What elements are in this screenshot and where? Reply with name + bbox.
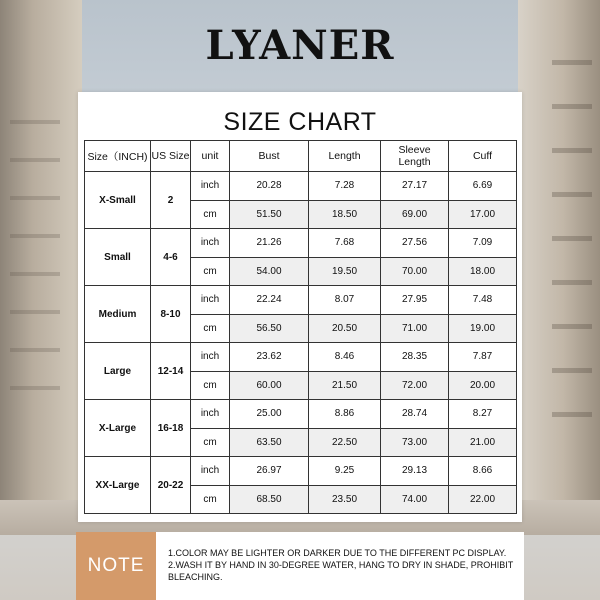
us-size: 16-18 [151,400,191,457]
bust-value: 51.50 [230,200,309,229]
bust-value: 68.50 [230,485,309,514]
bust-value: 20.28 [230,172,309,201]
unit-cell: cm [191,200,230,229]
unit-cell: inch [191,457,230,486]
note-label: NOTE [76,532,156,600]
size-name: XX-Large [85,457,151,514]
note-line-2: 2.WASH IT BY HAND IN 30-DEGREE WATER, HANG TO DRY IN SHADE, PROHIBIT BLEACHING. [168,560,514,582]
length-value: 7.68 [309,229,381,258]
size-name: Large [85,343,151,400]
cuff-value: 19.00 [449,314,517,343]
cuff-value: 8.27 [449,400,517,429]
bust-value: 60.00 [230,371,309,400]
unit-cell: cm [191,371,230,400]
sleeve-length-value: 27.56 [381,229,449,258]
size-name: X-Small [85,172,151,229]
table-header-row [85,141,517,172]
sleeve-length-value: 27.95 [381,286,449,315]
note-line-1: 1.COLOR MAY BE LIGHTER OR DARKER DUE TO THE DIFFERENT PC DISPLAY. [168,548,507,558]
unit-cell: cm [191,314,230,343]
table-row [85,457,517,486]
length-value: 18.50 [309,200,381,229]
column-header-sleeve-length: Sleeve Length [381,141,449,172]
sleeve-length-value: 27.17 [381,172,449,201]
table-row [85,286,517,315]
us-size: 8-10 [151,286,191,343]
bust-value: 22.24 [230,286,309,315]
column-header-length: Length [309,141,381,172]
unit-cell: inch [191,172,230,201]
cuff-value: 7.48 [449,286,517,315]
bust-value: 63.50 [230,428,309,457]
background-building-left [0,0,82,530]
sleeve-length-value: 71.00 [381,314,449,343]
size-name: X-Large [85,400,151,457]
length-value: 7.28 [309,172,381,201]
column-header-unit: unit [191,141,230,172]
table-row [85,229,517,258]
length-value: 8.46 [309,343,381,372]
length-value: 8.07 [309,286,381,315]
sleeve-length-value: 29.13 [381,457,449,486]
sleeve-length-value: 72.00 [381,371,449,400]
sleeve-length-value: 28.35 [381,343,449,372]
bust-value: 54.00 [230,257,309,286]
size-name: Small [85,229,151,286]
table-row [85,343,517,372]
unit-cell: cm [191,257,230,286]
size-name: Medium [85,286,151,343]
page-title: SIZE CHART [223,108,377,136]
sleeve-length-value: 28.74 [381,400,449,429]
note-text [168,547,518,583]
us-size: 20-22 [151,457,191,514]
cuff-value: 17.00 [449,200,517,229]
column-header-bust: Bust [230,141,309,172]
length-value: 9.25 [309,457,381,486]
length-value: 8.86 [309,400,381,429]
cuff-value: 21.00 [449,428,517,457]
cuff-value: 7.09 [449,229,517,258]
bust-value: 23.62 [230,343,309,372]
cuff-value: 6.69 [449,172,517,201]
sleeve-length-value: 70.00 [381,257,449,286]
length-value: 19.50 [309,257,381,286]
length-value: 21.50 [309,371,381,400]
unit-cell: inch [191,229,230,258]
bust-value: 56.50 [230,314,309,343]
unit-cell: inch [191,400,230,429]
bust-value: 26.97 [230,457,309,486]
unit-cell: inch [191,286,230,315]
size-table [84,140,517,514]
cuff-value: 22.00 [449,485,517,514]
table-row [85,172,517,201]
column-header-cuff: Cuff [449,141,517,172]
column-header-size: Size（INCH) [85,141,151,172]
us-size: 4-6 [151,229,191,286]
length-value: 23.50 [309,485,381,514]
sleeve-length-value: 73.00 [381,428,449,457]
brand-logo: LYANER [205,22,395,69]
bust-value: 25.00 [230,400,309,429]
table-row [85,400,517,429]
us-size: 12-14 [151,343,191,400]
cuff-value: 18.00 [449,257,517,286]
cuff-value: 7.87 [449,343,517,372]
background-building-right [518,0,600,530]
cuff-value: 20.00 [449,371,517,400]
length-value: 22.50 [309,428,381,457]
sleeve-length-value: 69.00 [381,200,449,229]
unit-cell: inch [191,343,230,372]
bust-value: 21.26 [230,229,309,258]
length-value: 20.50 [309,314,381,343]
us-size: 2 [151,172,191,229]
cuff-value: 8.66 [449,457,517,486]
unit-cell: cm [191,428,230,457]
sleeve-length-value: 74.00 [381,485,449,514]
column-header-us-size: US Size [151,141,191,172]
unit-cell: cm [191,485,230,514]
